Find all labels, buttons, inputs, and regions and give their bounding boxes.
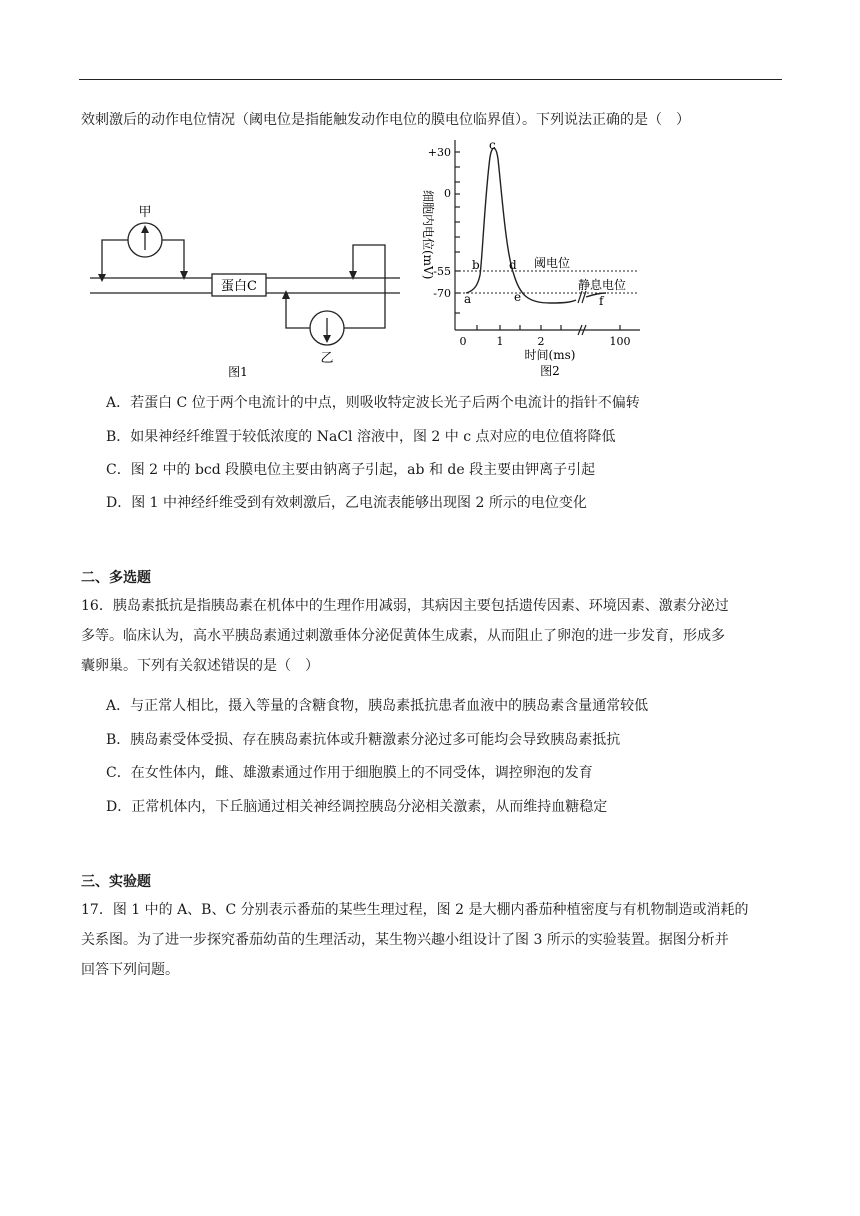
figure-2-caption: 图2	[540, 364, 560, 378]
q16-line-2: 多等。临床认为，高水平胰岛素通过刺激垂体分泌促黄体生成素，从而阻止了卵泡的进一步发育，形成多	[81, 628, 725, 644]
q16-line-1: 16．胰岛素抵抗是指胰岛素在机体中的生理作用减弱，其病因主要包括遗传因素、环境因素、激素分泌过	[81, 598, 729, 614]
q16-option-c: C．在女性体内，雌、雄激素通过作用于细胞膜上的不同受体，调控卵泡的发育	[106, 765, 593, 781]
fig2-ytick-minus55: -55	[433, 265, 451, 278]
q16-line-3: 囊卵巢。下列有关叙述错误的是（ ）	[81, 658, 319, 674]
point-d: d	[509, 258, 517, 272]
point-c: c	[489, 138, 496, 152]
meter-yi-left-wire	[286, 294, 310, 328]
meter-jia-label: 甲	[138, 205, 152, 220]
fig2-y-axis-label: 细胞内电位(mV)	[421, 190, 435, 280]
q16-option-d: D．正常机体内，下丘脑通过相关神经调控胰岛分泌相关激素，从而维持血糖稳定	[106, 799, 608, 815]
threshold-label: 阈电位	[534, 256, 571, 270]
q15-option-b: B．如果神经纤维置于较低浓度的 NaCl 溶液中，图 2 中 c 点对应的电位值将降低	[106, 429, 616, 445]
q15-option-a: A．若蛋白 C 位于两个电流计的中点，则吸收特定波长光子后两个电流计的指针不偏转	[106, 395, 640, 411]
fig2-x-axis-label: 时间(ms)	[524, 348, 576, 362]
meter-yi-label: 乙	[320, 351, 334, 366]
point-b: b	[472, 258, 480, 272]
fig2-xtick-0: 0	[459, 335, 467, 348]
point-a: a	[464, 292, 472, 306]
q16-option-a: A．与正常人相比，摄入等量的含糖食物，胰岛素抵抗患者血液中的胰岛素含量通常较低	[106, 698, 649, 714]
figure-2	[410, 135, 660, 385]
q15-intro: 效刺激后的动作电位情况（阈电位是指能触发动作电位的膜电位临界值）。下列说法正确的是（ ）	[81, 112, 690, 128]
action-potential-curve	[466, 148, 576, 303]
figure-1	[80, 200, 420, 385]
fig2-xtick-1: 1	[496, 335, 504, 348]
fig2-ytick-minus70: -70	[433, 287, 451, 300]
section-3-heading: 三、实验题	[81, 874, 151, 890]
protein-c-label: 蛋白C	[221, 279, 257, 294]
resting-label: 静息电位	[578, 278, 627, 292]
q15-option-d: D．图 1 中神经纤维受到有效刺激后，乙电流表能够出现图 2 所示的电位变化	[106, 495, 587, 511]
section-2-heading: 二、多选题	[81, 570, 151, 586]
q15-option-c: C．图 2 中的 bcd 段膜电位主要由钠离子引起，ab 和 de 段主要由钾离子引起	[106, 462, 596, 478]
fig2-xtick-2: 2	[537, 335, 545, 348]
point-e: e	[514, 290, 522, 304]
q17-line-1: 17．图 1 中的 A、B、C 分别表示番茄的某些生理过程，图 2 是大棚内番茄种植密度与有机物制造或消耗的	[81, 902, 749, 918]
figure-1-caption: 图1	[228, 365, 248, 379]
arrow-yi-left	[282, 290, 290, 299]
point-f: f	[599, 294, 604, 308]
q17-line-2: 关系图。为了进一步探究番茄幼苗的生理活动，某生物兴趣小组设计了图 3 所示的实验装置。据图分析并	[81, 932, 729, 948]
fig2-ytick-0: 0	[444, 187, 451, 200]
fig2-xtick-100: 100	[609, 335, 631, 348]
header-rule	[79, 79, 782, 80]
meter-jia-right-wire	[162, 240, 184, 276]
fig2-ytick-plus30: +30	[427, 146, 451, 159]
right-probe-wire	[344, 245, 385, 328]
q17-line-3: 回答下列问题。	[81, 962, 179, 978]
q16-option-b: B．胰岛素受体受损、存在胰岛素抗体或升糖激素分泌过多可能均会导致胰岛素抵抗	[106, 732, 621, 748]
